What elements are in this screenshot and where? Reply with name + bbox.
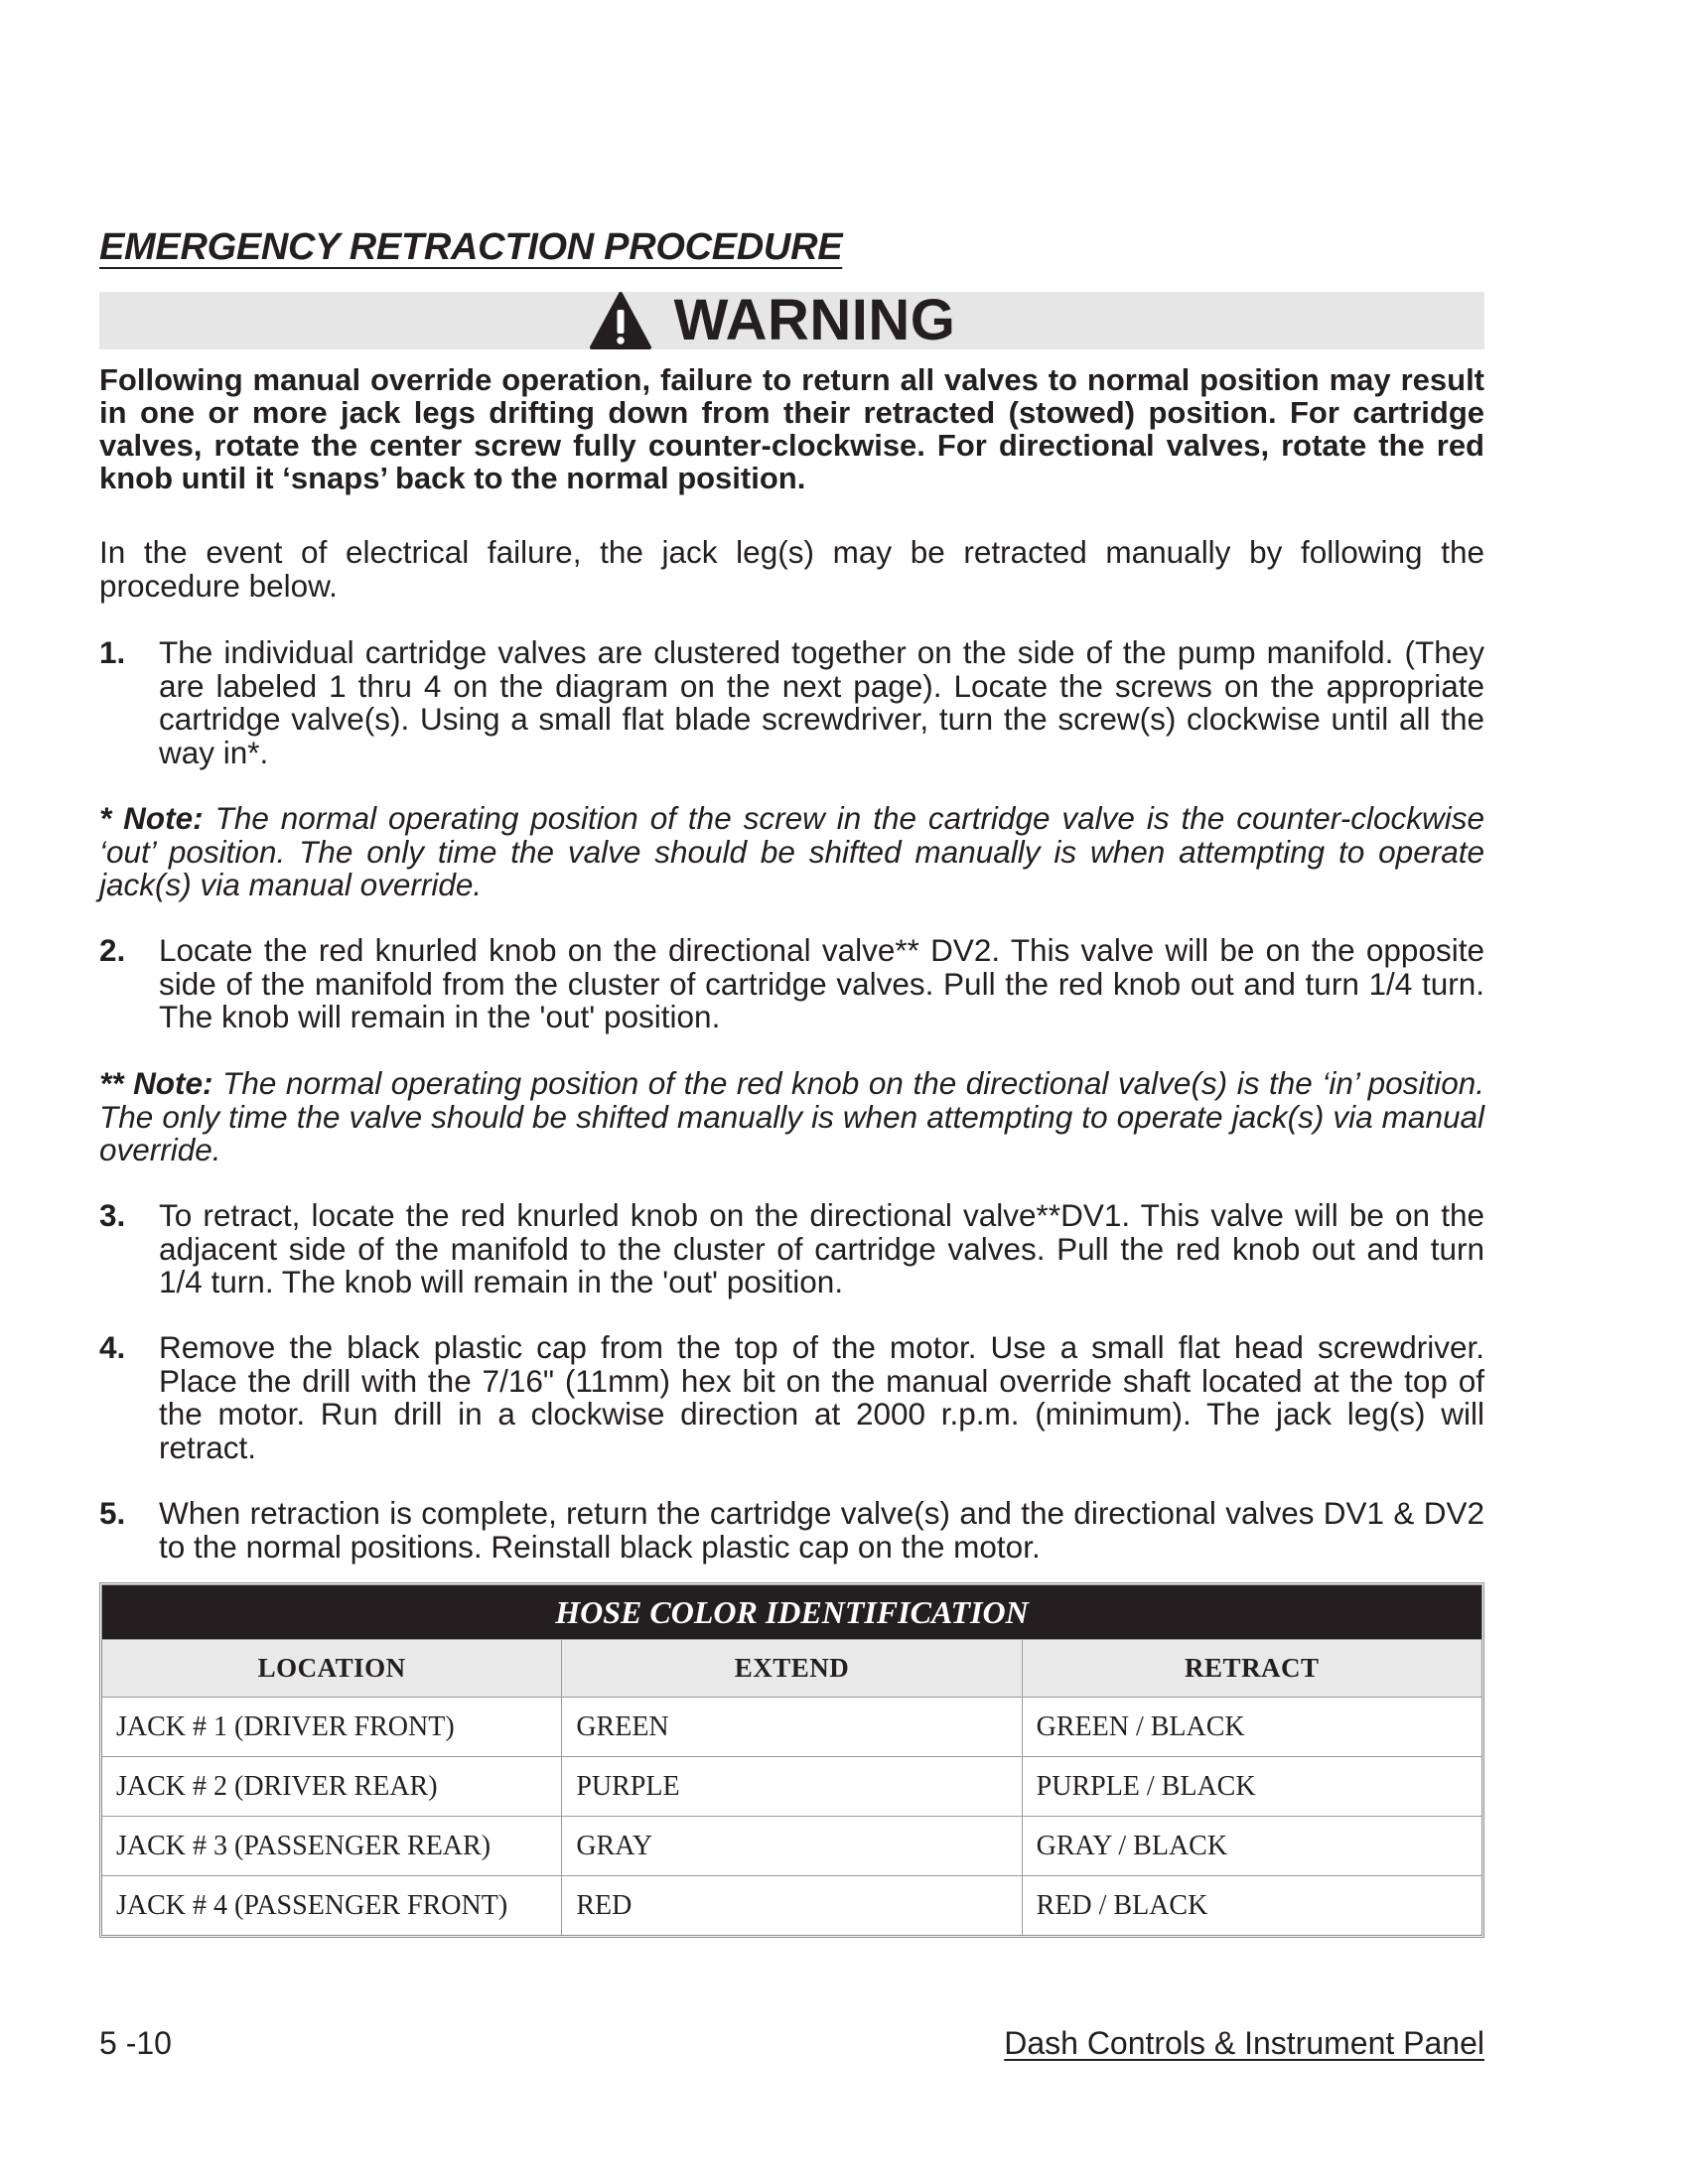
step-text: To retract, locate the red knurled knob on the directional valve**DV1. This valve will be on the adjacent side of the manifold to the cluster of cartridge valves. Pull the red knob out and turn 1/4 turn. The knob will remain in the 'out' position.: [159, 1197, 1484, 1299]
note-label: * Note:: [99, 800, 204, 836]
note-label: ** Note:: [99, 1065, 213, 1101]
extend-cell: RED: [561, 1876, 1021, 1935]
table-row: [102, 1875, 1481, 1935]
table-title: HOSE COLOR IDENTIFICATION: [102, 1585, 1481, 1639]
table-header-row: [102, 1639, 1481, 1697]
step-text: Locate the red knurled knob on the directional valve** DV2. This valve will be on the opposite side of the manifold from the cluster of cartridge valves. Pull the red knob out and turn 1/4 turn. The knob will remain in the 'out' position.: [159, 932, 1484, 1034]
header-extend: EXTEND: [561, 1640, 1021, 1697]
step-number: 4.: [99, 1329, 126, 1365]
step-text: The individual cartridge valves are clustered together on the side of the pump manifold. (They are labeled 1 thru 4 on the diagram on the next page). Locate the screws on the appropriate cartridge valve(s). Using a small flat blade screwdriver, turn the screw(s) clockwise until all the way in*.: [159, 634, 1484, 770]
step-5: [99, 1497, 1484, 1564]
step-number: 2.: [99, 932, 126, 968]
step-4: [99, 1331, 1484, 1464]
footer-section-title: Dash Controls & Instrument Panel: [1004, 2025, 1484, 2061]
step-3: [99, 1199, 1484, 1299]
step-text: Remove the black plastic cap from the top of the motor. Use a small flat head screwdriver. Place the drill with the 7/16" (11mm) hex bit on the manual override shaft located at the top of the motor. Run drill in a clockwise direction at 2000 r.p.m. (minimum). The jack leg(s) will retract.: [159, 1329, 1484, 1465]
note-text: The normal operating position of the screw in the cartridge valve is the counter-clockwise ‘out’ position. The only time the valve should be shifted manually is when attempting to operate jack(s) via manual override.: [99, 800, 1484, 902]
step-number: 1.: [99, 634, 126, 670]
table-row: [102, 1816, 1481, 1875]
retract-cell: GRAY / BLACK: [1022, 1817, 1481, 1875]
location-cell: JACK # 4 (PASSENGER FRONT): [116, 1889, 508, 1921]
retract-cell: PURPLE / BLACK: [1022, 1757, 1481, 1816]
extend-cell: GRAY: [561, 1817, 1021, 1875]
step-number: 3.: [99, 1197, 126, 1233]
note-text: The normal operating position of the red knob on the directional valve(s) is the ‘in’ position. The only time the valve should be shifted manually is when attempting to operate jack(s) via manual override.: [99, 1065, 1484, 1167]
intro-paragraph: In the event of electrical failure, the jack leg(s) may be retracted manually by following the procedure below.: [99, 534, 1484, 604]
header-location: LOCATION: [257, 1653, 406, 1683]
warning-label: WARNING: [673, 288, 956, 352]
section-title: EMERGENCY RETRACTION PROCEDURE: [99, 226, 843, 268]
warning-icon: [589, 291, 652, 350]
retract-cell: GREEN / BLACK: [1022, 1698, 1481, 1756]
note-1: [99, 802, 1484, 902]
step-text: When retraction is complete, return the cartridge valve(s) and the directional valves DV1 & DV2 to the normal positions. Reinstall black plastic cap on the motor.: [159, 1495, 1484, 1565]
location-cell: JACK # 3 (PASSENGER REAR): [116, 1830, 492, 1861]
extend-cell: GREEN: [561, 1698, 1021, 1756]
table-row: [102, 1756, 1481, 1816]
note-2: [99, 1067, 1484, 1167]
page-number: 5 -10: [99, 2025, 172, 2061]
step-number: 5.: [99, 1495, 126, 1531]
location-cell: JACK # 1 (DRIVER FRONT): [116, 1710, 455, 1742]
header-retract: RETRACT: [1022, 1640, 1481, 1697]
table-row: [102, 1697, 1481, 1756]
warning-text: Following manual override operation, failure to return all valves to normal position may result in one or more jack legs drifting down from their retracted (stowed) position. For cartridge valves, rotate the center screw fully counter-clockwise. For directional valves, rotate the red knob until it ‘snaps’ back to the normal position.: [99, 362, 1484, 495]
retract-cell: RED / BLACK: [1022, 1876, 1481, 1935]
step-2: [99, 934, 1484, 1034]
location-cell: JACK # 2 (DRIVER REAR): [116, 1770, 438, 1802]
step-1: [99, 636, 1484, 769]
hose-color-table: [99, 1582, 1484, 1938]
warning-banner: [99, 288, 1484, 352]
extend-cell: PURPLE: [561, 1757, 1021, 1816]
